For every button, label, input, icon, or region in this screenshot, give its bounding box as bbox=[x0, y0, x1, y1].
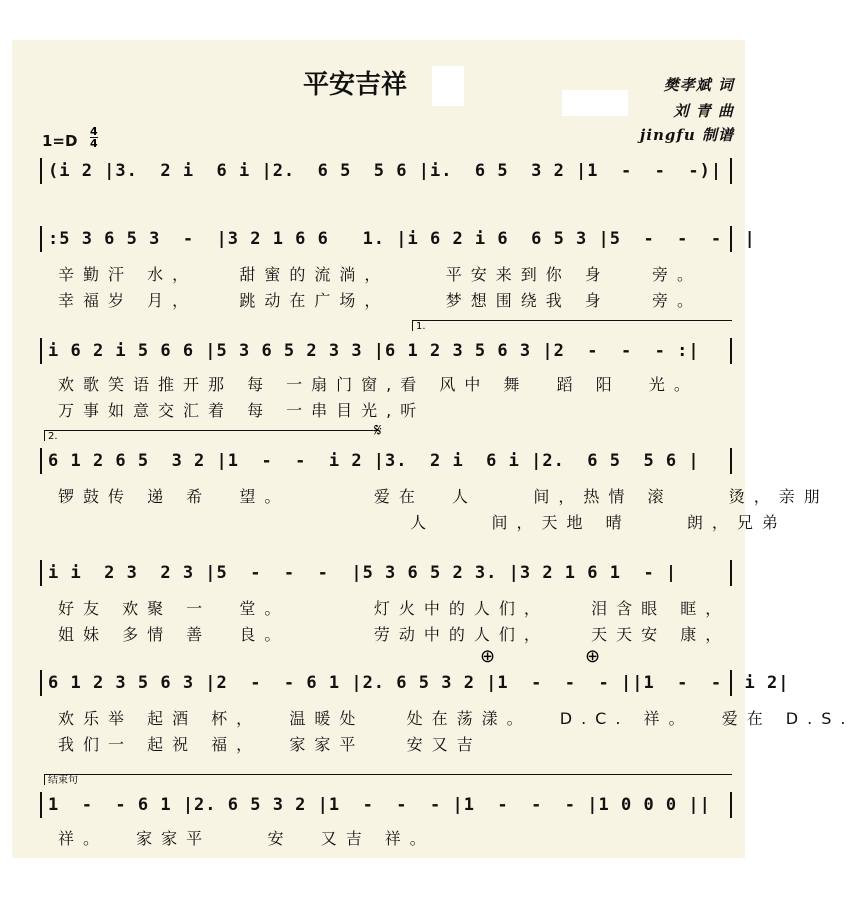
lyric-line-3a: 锣鼓传 递 希 望。 爱在 人 间，热情 滚 烫，亲朋 bbox=[58, 487, 829, 506]
lyric-line-4a: 好友 欢聚 一 堂。 灯火中的人们， 泪含眼 眶， bbox=[58, 599, 731, 618]
time-signature-bottom: 4 bbox=[90, 137, 98, 150]
lyric-line-2a: 欢歌笑语推开那 每 一扇门窗,看 风中 舞 蹈 阳 光。 bbox=[58, 375, 699, 394]
lyric-line-3b: 人 间，天地 晴 朗，兄弟 bbox=[58, 513, 787, 532]
lyric-line-1b: 幸福岁 月， 跳动在广场， 梦想围绕我 身 旁。 bbox=[58, 291, 703, 310]
notation-line-3: 6 1 2 6 5 3 2 |1 - - i 2 |3. 2 i 6 i |2. 6 5 5 6 | bbox=[40, 448, 732, 474]
notation-line-5: 6 1 2 3 5 6 3 |2 - - 6 1 |2. 6 5 3 2 |1 - - - ||1 - - i 2| bbox=[40, 670, 732, 696]
segno-sign: 𝄋 bbox=[374, 420, 382, 441]
lyric-line-5a: 欢乐举 起酒 杯， 温暖处 处在荡漾。 D.C. 祥。 爱在 D.S. bbox=[58, 709, 854, 728]
notation-line-2: i 6 2 i 5 6 6 |5 3 6 5 2 3 3 |6 1 2 3 5 6 3 |2 - - - :| bbox=[40, 338, 732, 364]
lyric-line-5b: 我们一 起祝 福， 家家平 安又吉 bbox=[58, 735, 482, 754]
key-signature: 1=D bbox=[42, 132, 78, 150]
time-signature-top: 4 bbox=[90, 125, 98, 138]
lyric-line-2b: 万事如意交汇着 每 一串目光,听 bbox=[58, 401, 426, 420]
volta-bracket-2: 2. bbox=[44, 430, 378, 441]
volta-bracket-1: 1. bbox=[412, 320, 732, 331]
composer-credit: 刘 青 曲 bbox=[673, 102, 734, 120]
coda-sign-1: ⊕ bbox=[480, 646, 496, 667]
song-title: 平安吉祥 bbox=[303, 70, 408, 100]
transcriber-credit: jingfu 制谱 bbox=[639, 126, 734, 144]
title-highlight bbox=[432, 66, 464, 106]
lyricist-credit: 樊孝斌 词 bbox=[663, 76, 734, 94]
credit-highlight bbox=[562, 90, 628, 116]
notation-line-4: i i 2 3 2 3 |5 - - - |5 3 6 5 2 3. |3 2 1 6 1 - | bbox=[40, 560, 732, 586]
ending-bracket: 结束句 bbox=[44, 774, 732, 785]
notation-line-intro: (i 2 |3. 2 i 6 i |2. 6 5 5 6 |i. 6 5 3 2 |1 - - -)| bbox=[40, 158, 732, 184]
notation-line-6: 1 - - 6 1 |2. 6 5 3 2 |1 - - - |1 - - - |1 0 0 0 || bbox=[40, 792, 732, 818]
lyric-line-1a: 辛勤汗 水， 甜蜜的流淌， 平安来到你 身 旁。 bbox=[58, 265, 703, 284]
notation-line-1: :5 3 6 5 3 - |3 2 1 6 6 1. |i 6 2 i 6 6 5 3 |5 - - - | bbox=[40, 226, 732, 252]
lyric-line-6a: 祥。 家家平 安 又吉 祥。 bbox=[58, 829, 435, 848]
lyric-line-4b: 姐妹 多情 善 良。 劳动中的人们， 天天安 康， bbox=[58, 625, 731, 644]
time-signature bbox=[90, 126, 98, 149]
coda-sign-2: ⊕ bbox=[585, 646, 601, 667]
